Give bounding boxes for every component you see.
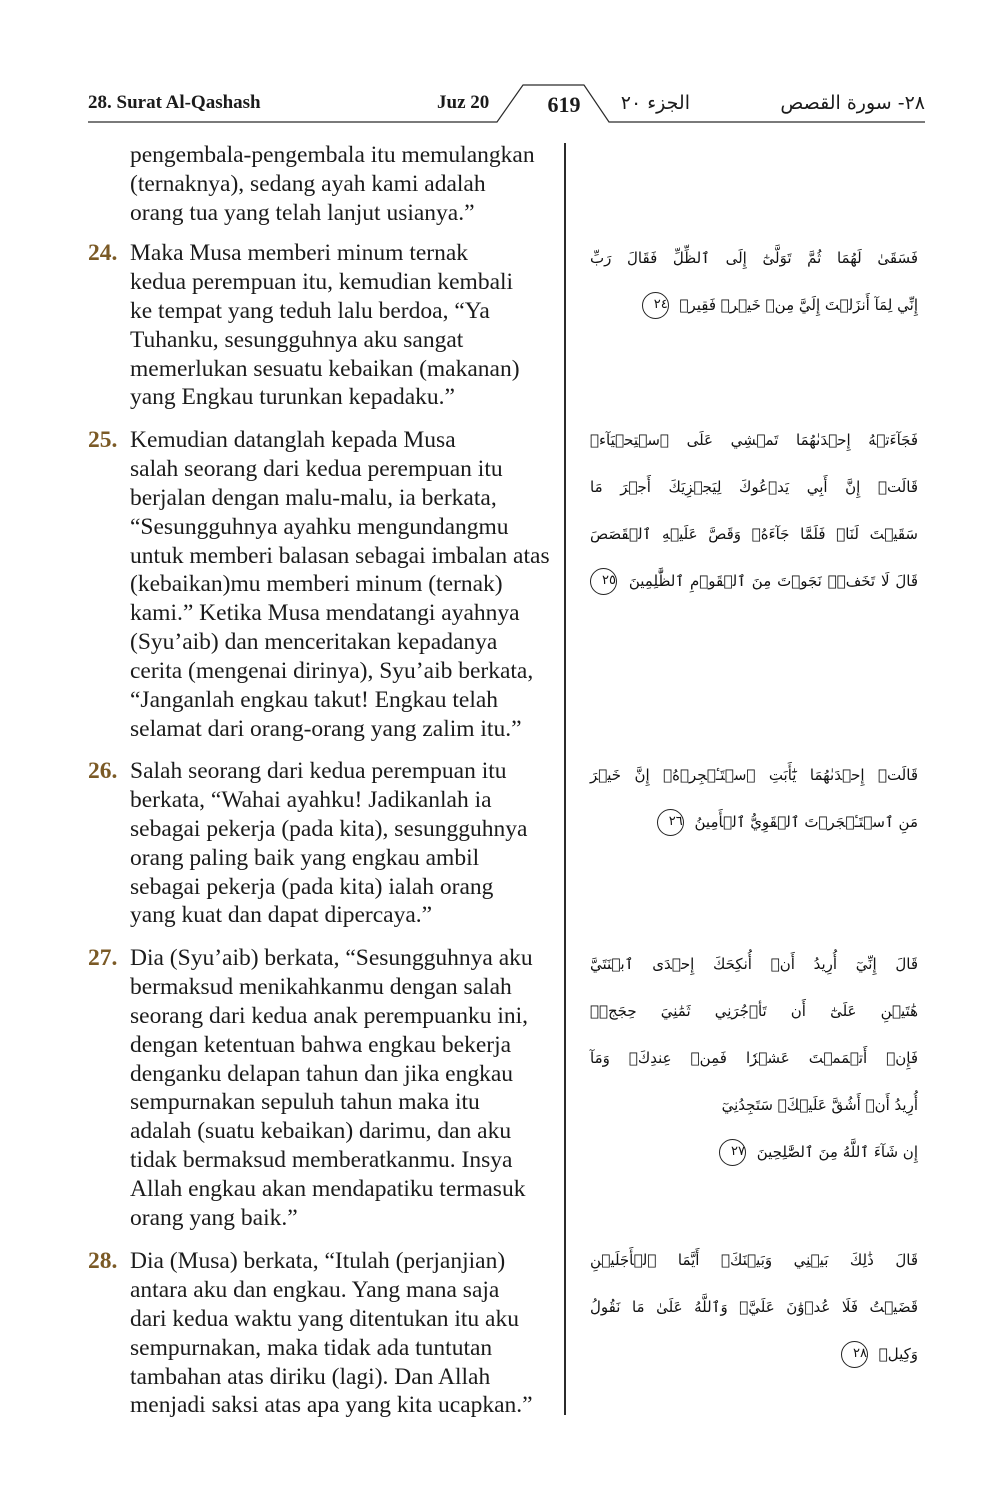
translation-line: seorang dari kedua anak perempuanku ini, [130, 1002, 529, 1029]
verse-number: 28. [88, 1248, 118, 1274]
juz-label: Juz 20 [437, 92, 490, 113]
translation-line: denganku delapan tahun dan jika engkau [130, 1060, 514, 1087]
translation-line: kami.” Ketika Musa mendatangi ayahnya [130, 600, 520, 627]
verse-end-marker: ٢٨ [841, 1341, 868, 1368]
translation-line: orang yang baik.” [130, 1205, 298, 1232]
arabic-text: إِن شَآءَ ٱللَّهُ مِنَ ٱلصَّٰلِحِينَ [756, 1143, 918, 1161]
arabic-line [590, 282, 918, 329]
translation-line: orang paling baik yang engkau ambil [130, 844, 480, 871]
arabic-line: قَالَتۡ إِحۡدَىٰهُمَا يَٰٓأَبَتِ ٱسۡتَـٔۡجِرۡهُۖ إِنَّ خَيۡرَ [590, 766, 918, 784]
arabic-verse [590, 752, 918, 846]
translation-line: Tuhanku, sesungguhnya aku sangat [130, 326, 464, 353]
arabic-line: فَإِنۡ أَتۡمَمۡتَ عَشۡرٗا فَمِنۡ عِندِكَۖ وَمَآ [590, 1049, 918, 1067]
arabic-text: إِنِّي لِمَآ أَنزَلۡتَ إِلَيَّ مِنۡ خَيۡرٖ فَقِيرٞ [679, 296, 918, 314]
arabic-line: أُرِيدُ أَنۡ أَشُقَّ عَلَيۡكَۚ سَتَجِدُنِيٓ [721, 1096, 918, 1114]
arabic-verse [590, 235, 918, 329]
translation-line: (kebaikan)mu memberi minum (ternak) [130, 571, 503, 598]
translation-line: dengan ketentuan bahwa engkau bekerja [130, 1031, 512, 1058]
surah-title-arabic: ٢٨- سورة القصص [780, 92, 925, 114]
translation-line: selamat dari orang-orang yang zalim itu.” [130, 715, 522, 742]
verse-number: 26. [88, 758, 118, 784]
page-number: 619 [547, 92, 581, 117]
translation-line: Dia (Syu’aib) berkata, “Sesungguhnya aku [130, 945, 533, 971]
translation-line: dari kedua waktu yang ditentukan itu aku [130, 1305, 519, 1332]
translation-line: kedua perempuan itu, kemudian kembali [130, 268, 514, 295]
translation-line: Maka Musa memberi minum ternak [130, 240, 469, 266]
arabic-line [590, 1331, 918, 1378]
translation-line: Allah engkau akan mendapatiku termasuk [130, 1176, 526, 1203]
translation-verse [88, 239, 560, 412]
arabic-line [590, 799, 918, 846]
translation-line: (ternaknya), sedang ayah kami adalah [130, 170, 486, 197]
verse-number: 25. [88, 427, 118, 453]
verse-number: 24. [88, 240, 118, 266]
translation-intro [88, 141, 560, 228]
translation-line: yang Engkau turunkan kepadaku.” [130, 384, 455, 411]
verse-end-marker: ٢٧ [719, 1139, 746, 1166]
translation-line: Kemudian datanglah kepada Musa [130, 427, 456, 453]
translation-line: sempurnakan, maka tidak ada tuntutan [130, 1334, 493, 1361]
arabic-line: هَٰتَيۡنِ عَلَىٰٓ أَن تَأۡجُرَنِي ثَمَٰنِيَ حِجَجٖۖ [590, 1002, 918, 1020]
translation-line: salah seorang dari kedua perempuan itu [130, 455, 503, 482]
translation-verse [88, 757, 560, 930]
translation-line: bermaksud menikahkanmu dengan salah [130, 973, 512, 1000]
verse-end-marker: ٢٤ [642, 292, 669, 319]
arabic-text: قَالَ لَا تَخَفۡۖ نَجَوۡتَ مِنَ ٱلۡقَوۡمِ ٱلظَّٰلِمِينَ [628, 572, 918, 590]
arabic-line: قَالَ ذَٰلِكَ بَيۡنِي وَبَيۡنَكَۖ أَيَّمَا ٱلۡأَجَلَيۡنِ [590, 1251, 918, 1269]
arabic-line: قَالَ إِنِّيٓ أُرِيدُ أَنۡ أُنكِحَكَ إِحۡدَى ٱبۡنَتَيَّ [590, 955, 918, 973]
verse-number: 27. [88, 945, 118, 971]
translation-line: sebagai pekerja (pada kita) ialah orang [130, 873, 494, 900]
arabic-text: مَنِ ٱسۡتَـٔۡجَرۡتَ ٱلۡقَوِيُّ ٱلۡأَمِينُ [694, 813, 918, 831]
juz-arabic: الجزء ٢٠ [620, 92, 690, 114]
translation-line: “Sesungguhnya ayahku mengundangmu [130, 513, 509, 540]
translation-line: Dia (Musa) berkata, “Itulah (perjanjian) [130, 1248, 506, 1274]
translation-line: menjadi saksi atas apa yang kita ucapkan.” [130, 1392, 533, 1419]
translation-line: sempurnakan sepuluh tahun maka itu [130, 1089, 480, 1116]
translation-line: tidak bermaksud memberatkanmu. Insya [130, 1147, 513, 1174]
arabic-line: سَقَيۡتَ لَنَاۚ فَلَمَّا جَآءَهُۥ وَقَصَّ عَلَيۡهِ ٱلۡقَصَصَ [590, 525, 918, 543]
arabic-line [590, 1129, 918, 1176]
translation-line: adalah (suatu kebaikan) darimu, dan aku [130, 1118, 512, 1145]
translation-line: pengembala-pengembala itu memulangkan [130, 142, 535, 168]
arabic-line: قَضَيۡتُ فَلَا عُدۡوَٰنَ عَلَيَّۖ وَٱللَّهُ عَلَىٰ مَا نَقُولُ [590, 1298, 918, 1316]
translation-verse [88, 1247, 560, 1420]
arabic-verse [590, 1237, 918, 1378]
translation-line: sebagai pekerja (pada kita), sesungguhnya [130, 815, 528, 842]
translation-line: berkata, “Wahai ayahku! Jadikanlah ia [130, 786, 492, 813]
arabic-text: وَكِيلٞ [878, 1345, 918, 1363]
arabic-line [590, 558, 918, 605]
translation-line: cerita (mengenai dirinya), Syu’aib berkata, [130, 658, 534, 685]
translation-line: ke tempat yang teduh lalu berdoa, “Ya [130, 297, 490, 324]
arabic-verse [590, 941, 918, 1176]
translation-line: yang kuat dan dapat dipercaya.” [130, 902, 433, 929]
verse-end-marker: ٢٥ [590, 568, 617, 595]
translation-line: berjalan dengan malu-malu, ia berkata, [130, 484, 497, 511]
translation-verse [88, 426, 560, 744]
translation-line: “Janganlah engkau takut! Engkau telah [130, 687, 499, 714]
arabic-line: فَسَقَىٰ لَهُمَا ثُمَّ تَوَلَّىٰٓ إِلَى ٱلظِّلِّ فَقَالَ رَبِّ [590, 249, 918, 267]
translation-line: untuk memberi balasan sebagai imbalan atas [130, 542, 550, 569]
surah-title: 28. Surat Al-Qashash [88, 92, 261, 113]
translation-verse [88, 944, 560, 1233]
arabic-line: قَالَتۡ إِنَّ أَبِي يَدۡعُوكَ لِيَجۡزِيَكَ أَجۡرَ مَا [590, 478, 918, 496]
verse-end-marker: ٢٦ [657, 809, 684, 836]
arabic-line: فَجَآءَتۡهُ إِحۡدَىٰهُمَا تَمۡشِي عَلَى ٱسۡتِحۡيَآءٖ [590, 431, 918, 449]
translation-line: Salah seorang dari kedua perempuan itu [130, 758, 507, 784]
translation-line: memerlukan sesuatu kebaikan (makanan) [130, 355, 520, 382]
translation-line: (Syu’aib) dan menceritakan kepadanya [130, 629, 498, 656]
translation-line: antara aku dan engkau. Yang mana saja [130, 1276, 500, 1303]
arabic-verse [590, 417, 918, 605]
translation-line: tambahan atas diriku (lagi). Dan Allah [130, 1363, 491, 1390]
translation-line: orang tua yang telah lanjut usianya.” [130, 199, 475, 226]
column-divider [564, 143, 566, 1415]
